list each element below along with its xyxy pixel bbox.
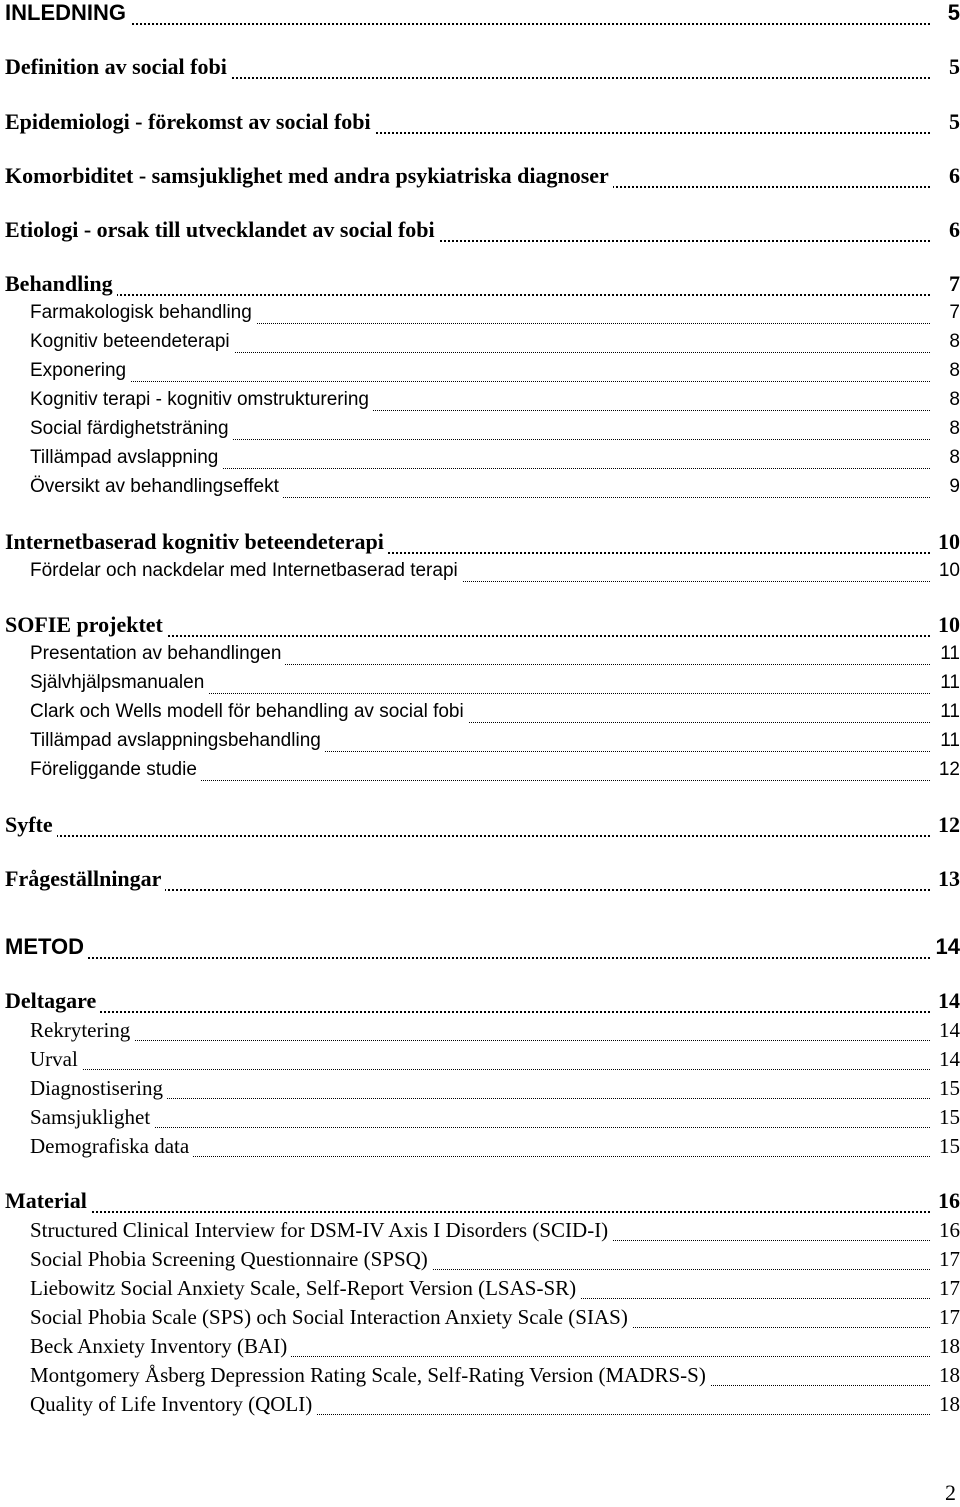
toc-entry-title: Epidemiologi - förekomst av social fobi bbox=[5, 109, 375, 135]
toc-entry bbox=[0, 358, 960, 388]
toc-entry bbox=[0, 474, 960, 504]
toc-entry-title: Fördelar och nackdelar med Internetbaserad terapi bbox=[30, 558, 462, 584]
toc-entry-page: 15 bbox=[935, 1133, 960, 1159]
toc-entry-title: Kognitiv beteendeterapi bbox=[30, 329, 234, 355]
toc-entry-title: Rekrytering bbox=[30, 1017, 134, 1043]
toc-entry bbox=[0, 1246, 960, 1276]
toc-entry-page: 16 bbox=[934, 1188, 960, 1214]
toc-entry bbox=[0, 757, 960, 787]
toc-entry bbox=[0, 163, 960, 193]
toc-entry-title: Definition av social fobi bbox=[5, 54, 231, 80]
toc-entry bbox=[0, 1075, 960, 1105]
dot-leader bbox=[5, 1211, 930, 1213]
toc-entry-title: SOFIE projektet bbox=[5, 612, 167, 638]
toc-entry-title: Structured Clinical Interview for DSM-IV Axis I Disorders (SCID-I) bbox=[30, 1217, 612, 1243]
toc-entry bbox=[0, 1217, 960, 1247]
toc-entry-title: Beck Anxiety Inventory (BAI) bbox=[30, 1333, 291, 1359]
toc-entry bbox=[0, 329, 960, 359]
toc-entry-page: 11 bbox=[936, 641, 960, 667]
toc-entry bbox=[0, 1046, 960, 1076]
toc-entry-title: Social färdighetsträning bbox=[30, 416, 233, 442]
toc-entry-page: 10 bbox=[934, 612, 960, 638]
dot-leader bbox=[30, 381, 930, 382]
toc-entry-title: Syfte bbox=[5, 812, 57, 838]
toc-entry-page: 16 bbox=[935, 1217, 960, 1243]
toc-entry bbox=[0, 1333, 960, 1363]
toc-entry bbox=[0, 1362, 960, 1392]
toc-entry-page: 11 bbox=[936, 728, 960, 754]
toc-entry-page: 15 bbox=[935, 1075, 960, 1101]
toc-entry-page: 5 bbox=[945, 54, 960, 80]
toc-entry bbox=[0, 866, 960, 896]
toc-entry-page: 5 bbox=[945, 109, 960, 135]
toc-entry bbox=[0, 0, 960, 30]
toc-entry-title: Diagnostisering bbox=[30, 1075, 167, 1101]
toc-entry-title: Social Phobia Screening Questionnaire (SPSQ) bbox=[30, 1246, 432, 1272]
toc-entry-page: 6 bbox=[945, 163, 960, 189]
toc-entry bbox=[0, 529, 960, 559]
page-number: 2 bbox=[945, 1480, 956, 1505]
toc-entry-title: Etiologi - orsak till utvecklandet av social fobi bbox=[5, 217, 439, 243]
toc-entry bbox=[0, 1391, 960, 1421]
toc-entry-page: 8 bbox=[945, 445, 960, 471]
toc-entry-title: Tillämpad avslappningsbehandling bbox=[30, 728, 325, 754]
toc-entry bbox=[0, 387, 960, 417]
toc-entry bbox=[0, 612, 960, 642]
toc-entry-page: 5 bbox=[944, 0, 960, 26]
toc-entry-title: Översikt av behandlingseffekt bbox=[30, 474, 283, 500]
toc-entry bbox=[0, 1188, 960, 1218]
dot-leader bbox=[5, 23, 930, 25]
toc-entry bbox=[0, 699, 960, 729]
toc-entry-page: 6 bbox=[945, 217, 960, 243]
toc-entry-page: 8 bbox=[945, 416, 960, 442]
toc-entry-title: INLEDNING bbox=[5, 0, 130, 26]
toc-entry-title: Farmakologisk behandling bbox=[30, 300, 256, 326]
toc-entry bbox=[0, 445, 960, 475]
toc-entry-page: 14 bbox=[935, 1017, 960, 1043]
toc-entry bbox=[0, 416, 960, 446]
toc-entry bbox=[0, 217, 960, 247]
toc-entry-title: Material bbox=[5, 1188, 91, 1214]
toc-entry-page: 14 bbox=[932, 934, 960, 960]
toc-entry bbox=[0, 1304, 960, 1334]
toc-entry-page: 14 bbox=[934, 988, 960, 1014]
dot-leader bbox=[30, 1069, 930, 1070]
toc-entry-page: 10 bbox=[935, 558, 960, 584]
toc-entry-title: Urval bbox=[30, 1046, 82, 1072]
dot-leader bbox=[5, 294, 930, 296]
toc-entry-page: 17 bbox=[935, 1304, 960, 1330]
toc-entry-page: 8 bbox=[945, 358, 960, 384]
toc-entry-title: Internetbaserad kognitiv beteendeterapi bbox=[5, 529, 388, 555]
toc-entry-title: Demografiska data bbox=[30, 1133, 193, 1159]
toc-entry bbox=[0, 1104, 960, 1134]
toc-entry-title: Liebowitz Social Anxiety Scale, Self-Report Version (LSAS-SR) bbox=[30, 1275, 580, 1301]
toc-entry bbox=[0, 1275, 960, 1305]
toc-entry-page: 11 bbox=[936, 699, 960, 725]
toc-entry-title: Frågeställningar bbox=[5, 866, 165, 892]
dot-leader bbox=[30, 1127, 930, 1128]
dot-leader bbox=[5, 957, 930, 959]
toc-entry-page: 12 bbox=[935, 757, 960, 783]
toc-entry-page: 10 bbox=[934, 529, 960, 555]
toc-entry bbox=[0, 670, 960, 700]
toc-entry-page: 18 bbox=[935, 1362, 960, 1388]
toc-entry bbox=[0, 54, 960, 84]
toc-entry-page: 7 bbox=[945, 271, 960, 297]
toc-entry-title: Social Phobia Scale (SPS) och Social Interaction Anxiety Scale (SIAS) bbox=[30, 1304, 632, 1330]
toc-entry-page: 15 bbox=[935, 1104, 960, 1130]
toc-entry bbox=[0, 1133, 960, 1163]
toc-entry-title: Presentation av behandlingen bbox=[30, 641, 285, 667]
toc-entry bbox=[0, 641, 960, 671]
toc-entry bbox=[0, 271, 960, 301]
toc-entry bbox=[0, 300, 960, 330]
toc-entry-page: 11 bbox=[936, 670, 960, 696]
toc-entry-title: Föreliggande studie bbox=[30, 757, 201, 783]
toc-entry-page: 13 bbox=[934, 866, 960, 892]
toc-entry-page: 12 bbox=[934, 812, 960, 838]
toc-entry-page: 8 bbox=[945, 387, 960, 413]
toc-entry-title: Behandling bbox=[5, 271, 117, 297]
toc-entry-title: Komorbiditet - samsjuklighet med andra psykiatriska diagnoser bbox=[5, 163, 613, 189]
toc-entry bbox=[0, 812, 960, 842]
toc-entry-page: 18 bbox=[935, 1391, 960, 1417]
toc-entry-page: 18 bbox=[935, 1333, 960, 1359]
toc-entry-page: 17 bbox=[935, 1246, 960, 1272]
toc-entry bbox=[0, 934, 960, 964]
toc-entry-title: Samsjuklighet bbox=[30, 1104, 154, 1130]
toc-entry bbox=[0, 1017, 960, 1047]
toc-entry bbox=[0, 558, 960, 588]
toc-entry-title: METOD bbox=[5, 934, 88, 960]
toc-entry-page: 8 bbox=[945, 329, 960, 355]
toc-entry-title: Montgomery Åsberg Depression Rating Scale, Self-Rating Version (MADRS-S) bbox=[30, 1362, 710, 1388]
dot-leader bbox=[30, 1040, 930, 1041]
dot-leader bbox=[5, 1011, 930, 1013]
dot-leader bbox=[5, 835, 930, 837]
toc-entry bbox=[0, 109, 960, 139]
toc-entry bbox=[0, 728, 960, 758]
toc-entry-title: Tillämpad avslappning bbox=[30, 445, 222, 471]
toc-entry bbox=[0, 988, 960, 1018]
toc-entry-title: Quality of Life Inventory (QOLI) bbox=[30, 1391, 316, 1417]
toc-entry-page: 9 bbox=[945, 474, 960, 500]
toc-entry-title: Kognitiv terapi - kognitiv omstrukturering bbox=[30, 387, 373, 413]
toc-entry-title: Självhjälpsmanualen bbox=[30, 670, 208, 696]
toc-entry-title: Deltagare bbox=[5, 988, 100, 1014]
toc-entry-page: 14 bbox=[935, 1046, 960, 1072]
toc-entry-page: 17 bbox=[935, 1275, 960, 1301]
toc-entry-title: Clark och Wells modell för behandling av social fobi bbox=[30, 699, 468, 725]
toc-entry-title: Exponering bbox=[30, 358, 130, 384]
toc-entry-page: 7 bbox=[945, 300, 960, 326]
